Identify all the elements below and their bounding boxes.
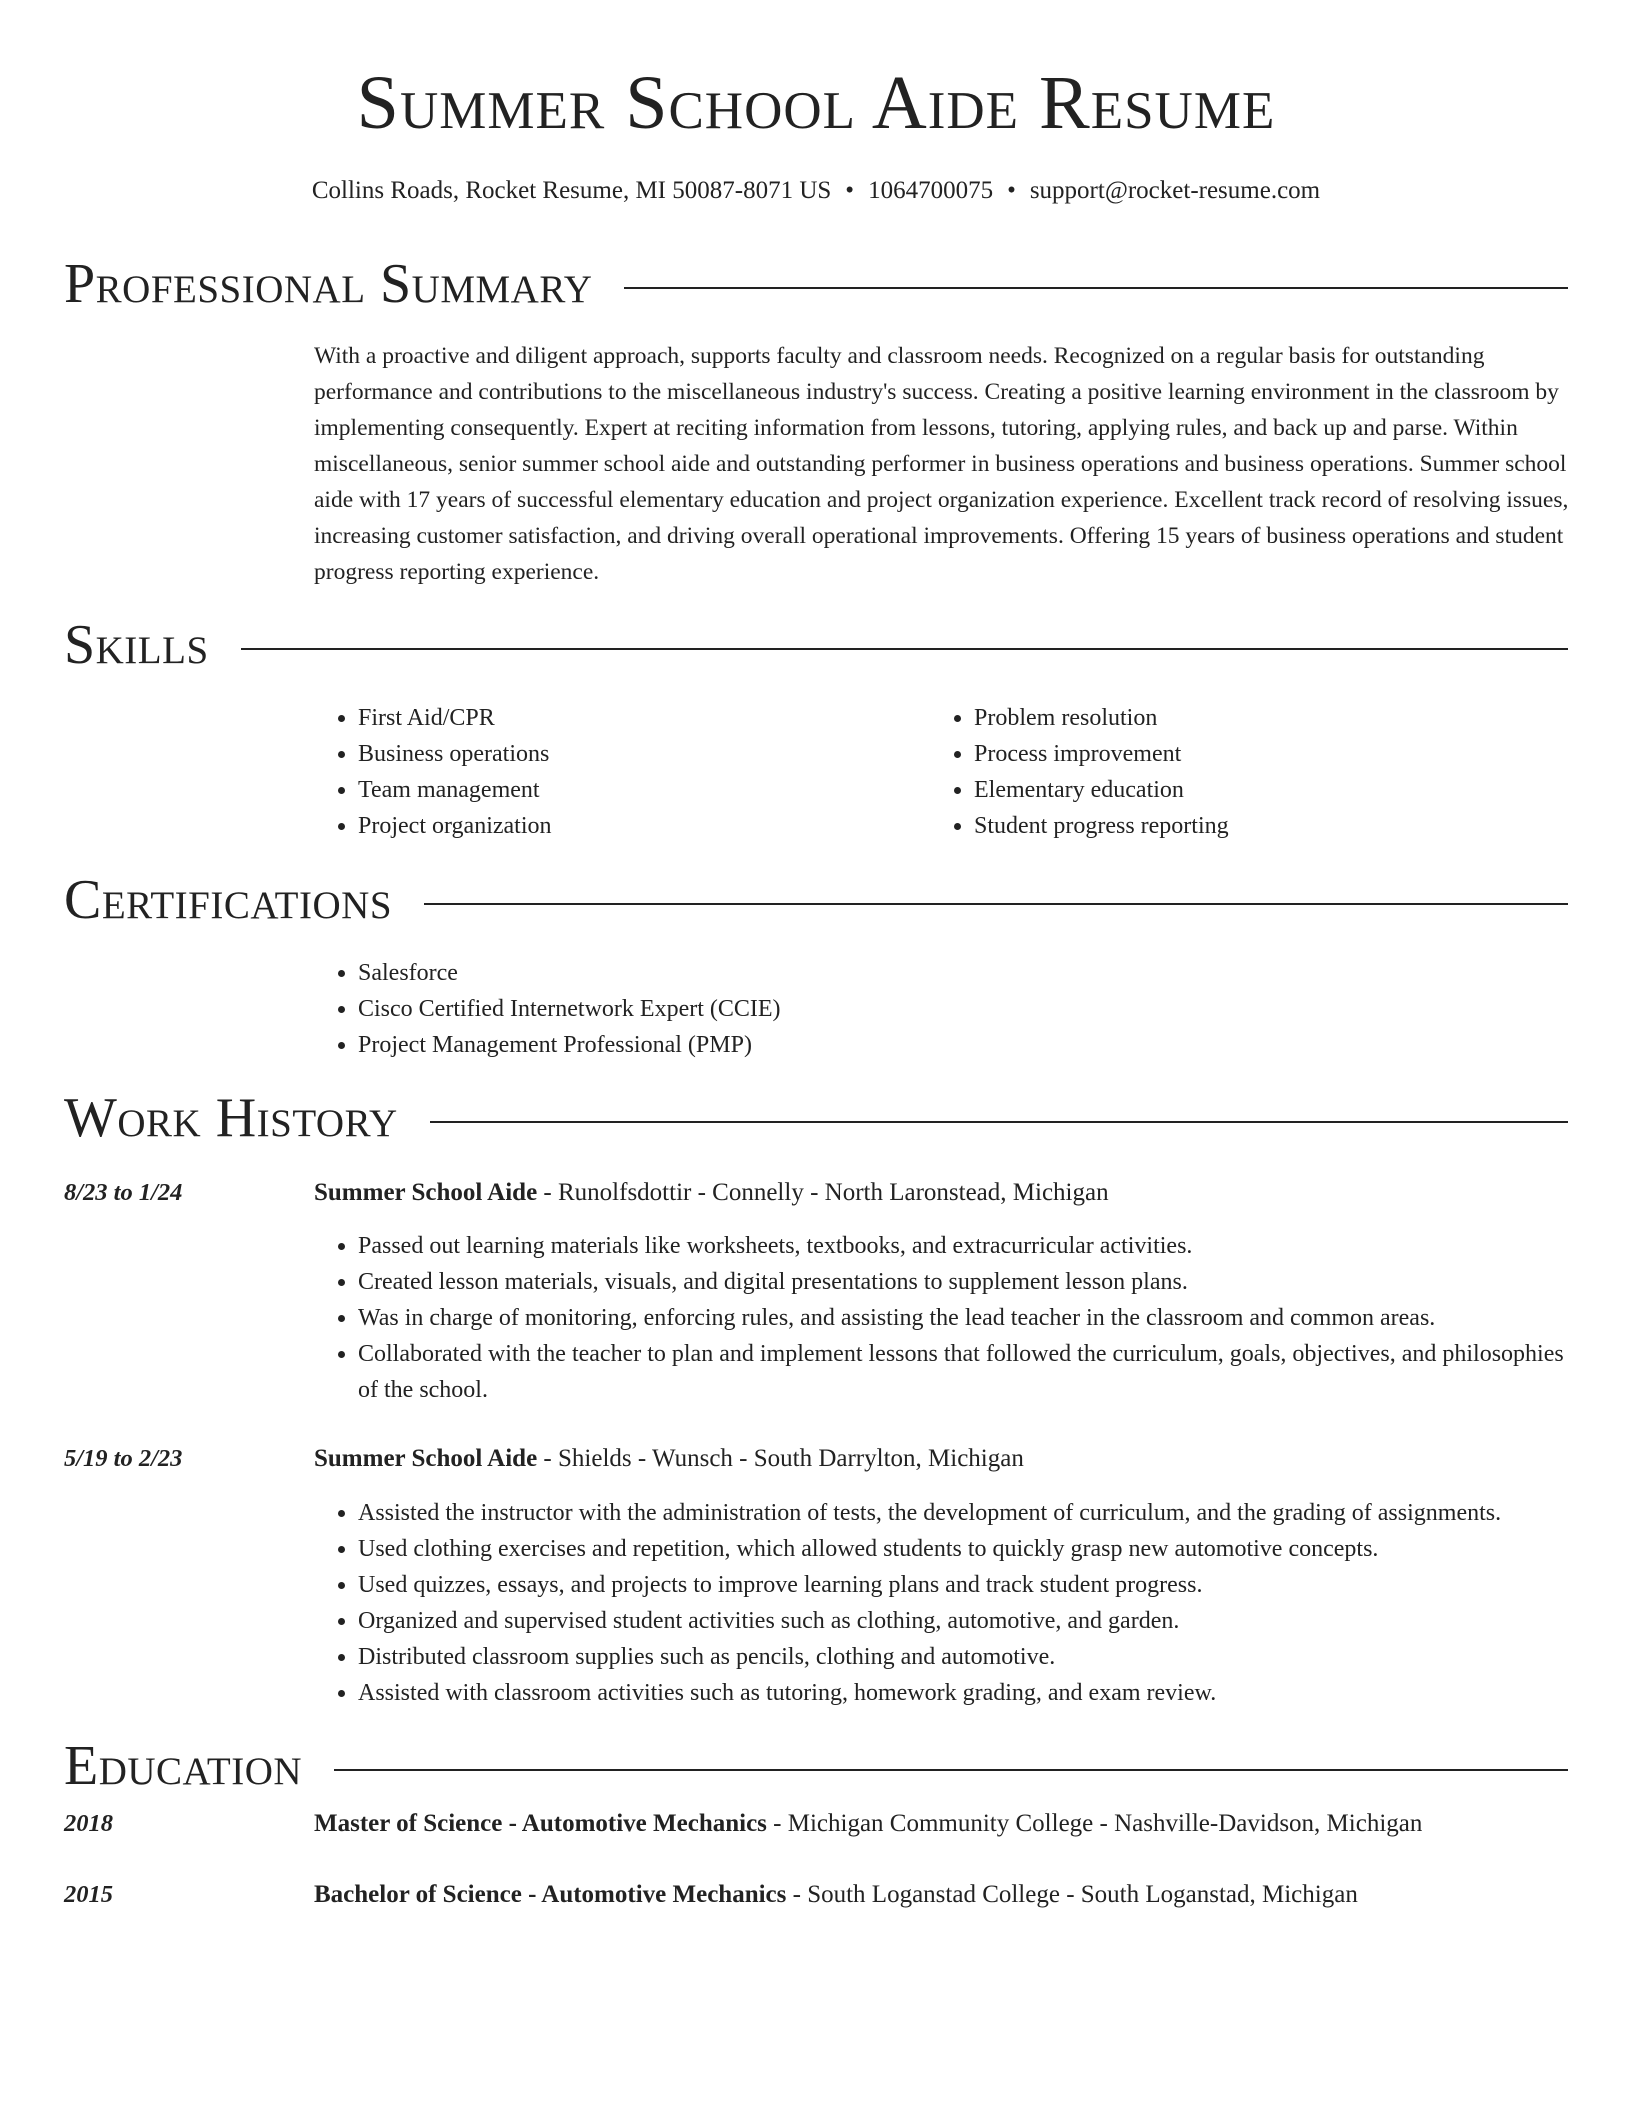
- job-duty-item: • Used clothing exercises and repetition, which allowed students to quickly grasp new automotive concepts.: [358, 1531, 1570, 1567]
- skills-title: Skills: [64, 614, 209, 676]
- certification-item: • Salesforce: [358, 955, 1514, 991]
- certifications-list: [314, 955, 1514, 1063]
- skill-item: • Project organization: [358, 808, 874, 844]
- summary-text: With a proactive and diligent approach, supports faculty and classroom needs. Recognized on a regular basis for outstanding performance and contributions to the miscellaneous industry's success. Creating a positive learning environment in the classroom by implementing consequently. Expert at reciting information from lessons, tutoring, applying rules, and back up and parse. Within miscellaneous, senior summer school aide and outstanding performer in business operations and business operations. Summer school aide with 17 years of successful elementary education and project organization experience. Excellent track record of resolving issues, increasing customer satisfaction, and driving overall operational improvements. Offering 15 years of business operations and student progress reporting experience.: [314, 343, 1569, 585]
- summary-title: Professional Summary: [64, 253, 593, 315]
- skill-item: • Elementary education: [974, 772, 1530, 808]
- certifications-section-heading: [64, 868, 1568, 932]
- contact-line: [0, 174, 1632, 208]
- job-duty-item: • Used quizzes, essays, and projects to improve learning plans and track student progress.: [358, 1567, 1570, 1603]
- skill-item: • Team management: [358, 772, 874, 808]
- job-duty-item: • Assisted the instructor with the administration of tests, the development of curriculum, and the grading of assignments.: [358, 1495, 1570, 1531]
- job-dates: 5/19 to 2/23: [64, 1445, 183, 1472]
- education-title: Education: [64, 1735, 303, 1797]
- job-duties: [314, 1228, 1570, 1408]
- skill-item: • Student progress reporting: [974, 808, 1530, 844]
- summary-section-heading: [64, 252, 1568, 316]
- skills-section-heading: [64, 613, 1568, 677]
- education-school: - Michigan Community College - Nashville-Davidson, Michigan: [766, 1810, 1423, 1837]
- job-employer: - Runolfsdottir - Connelly - North Laronstead, Michigan: [537, 1179, 1109, 1206]
- skill-item: • First Aid/CPR: [358, 700, 874, 736]
- skills-left-column: [314, 700, 874, 844]
- education-entry: [314, 1806, 1422, 1842]
- skill-item: • Business operations: [358, 736, 874, 772]
- education-degree: Master of Science - Automotive Mechanics: [314, 1810, 767, 1837]
- education-degree: Bachelor of Science - Automotive Mechanics: [314, 1881, 787, 1908]
- job-dates: 8/23 to 1/24: [64, 1179, 183, 1206]
- section-divider: [334, 1769, 1568, 1771]
- certification-item: • Project Management Professional (PMP): [358, 1027, 1514, 1063]
- job-duty-item: • Organized and supervised student activities such as clothing, automotive, and garden.: [358, 1603, 1570, 1639]
- education-section-heading: [64, 1734, 1568, 1798]
- work-history-title: Work History: [64, 1087, 398, 1149]
- contact-phone: 1064700075: [868, 177, 994, 204]
- contact-email[interactable]: support@rocket-resume.com: [1029, 177, 1321, 204]
- job-duty-item: • Distributed classroom supplies such as pencils, clothing and automotive.: [358, 1639, 1570, 1675]
- job-header: [314, 1441, 1024, 1477]
- section-divider: [624, 287, 1568, 289]
- education-year: 2015: [64, 1881, 113, 1908]
- education-entry: [314, 1877, 1358, 1913]
- contact-address: Collins Roads, Rocket Resume, MI 50087-8071 US: [311, 177, 832, 204]
- certifications-title: Certifications: [64, 869, 393, 931]
- job-title: Summer School Aide: [314, 1179, 538, 1206]
- job-duty-item: • Collaborated with the teacher to plan and implement lessons that followed the curriculum, goals, objectives, and philosophies of the school.: [358, 1336, 1570, 1408]
- education-year: 2018: [64, 1810, 113, 1837]
- job-duty-item: • Passed out learning materials like worksheets, textbooks, and extracurricular activities.: [358, 1228, 1570, 1264]
- job-header: [314, 1175, 1109, 1211]
- job-title: Summer School Aide: [314, 1445, 538, 1472]
- job-duty-item: • Assisted with classroom activities such as tutoring, homework grading, and exam review.: [358, 1675, 1570, 1711]
- section-divider: [424, 903, 1568, 905]
- skill-item: • Process improvement: [974, 736, 1530, 772]
- job-employer: - Shields - Wunsch - South Darrylton, Michigan: [537, 1445, 1024, 1472]
- section-divider: [241, 648, 1568, 650]
- contact-separator: •: [845, 177, 855, 204]
- education-school: - South Loganstad College - South Loganstad, Michigan: [786, 1881, 1358, 1908]
- resume-title: Summer School Aide Resume: [356, 61, 1276, 145]
- contact-separator: •: [1007, 177, 1016, 204]
- section-divider: [430, 1121, 1568, 1123]
- skills-right-column: [930, 700, 1530, 844]
- job-duties: [314, 1495, 1570, 1711]
- job-duty-item: • Created lesson materials, visuals, and digital presentations to supplement lesson plans.: [358, 1264, 1570, 1300]
- job-duty-item: • Was in charge of monitoring, enforcing rules, and assisting the lead teacher in the classroom and common areas.: [358, 1300, 1570, 1336]
- skill-item: • Problem resolution: [974, 700, 1530, 736]
- certification-item: • Cisco Certified Internetwork Expert (CCIE): [358, 991, 1514, 1027]
- work-history-section-heading: [64, 1086, 1568, 1150]
